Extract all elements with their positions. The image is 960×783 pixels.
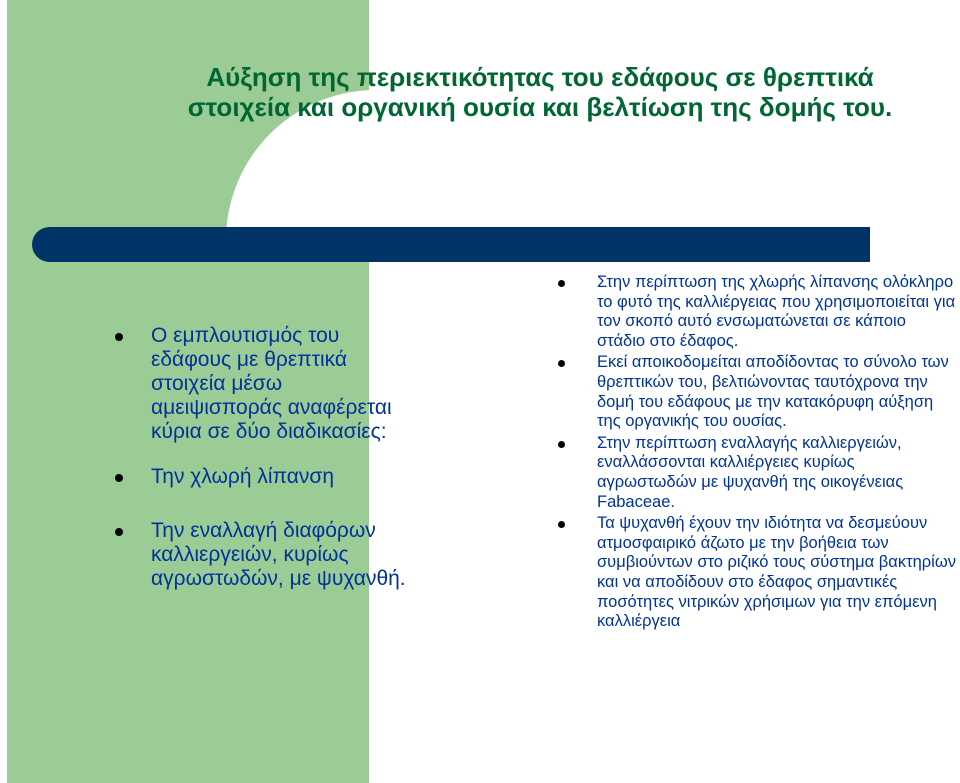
right-bullet-1: Στην περίπτωση της χλωρής λίπανσης ολόκληρο το φυτό της καλλιέργειας που χρησιμοποιείται για τον σκοπό αυτό ενσωματώνεται σε κάποιο στάδιο στο έδαφος. [557, 273, 957, 351]
left-bullet-2: Την χλωρή λίπανση [113, 465, 413, 489]
left-bullet-1: Ο εμπλουτισμός του εδάφους με θρεπτικά στοιχεία μέσω αμειψισποράς αναφέρεται κύρια σε δύο διαδικασίες: [113, 324, 413, 444]
blue-divider-bar [32, 227, 870, 262]
right-bullet-list [557, 273, 957, 634]
title-line-1: Αύξηση της περιεκτικότητας του εδάφους σε θρεπτικά [206, 62, 874, 92]
right-bullet-2: Εκεί αποικοδομείται αποδίδοντας το σύνολο των θρεπτικών του, βελτιώνοντας ταυτόχρονα την δομή του εδάφους με την κατακόρυφη αύξηση της οργανικής του ουσίας. [557, 353, 957, 431]
title-line-2: στοιχεία και οργανική ουσία και βελτίωση της δομής του. [187, 92, 893, 122]
slide-title [140, 62, 940, 122]
right-bullet-4: Τα ψυχανθή έχουν την ιδιότητα να δεσμεύουν ατμοσφαιρικό άζωτο με την βοήθεια των συμβιούντων στο ριζικό τους σύστημα βακτηρίων και να αποδίδουν στο έδαφος σημαντικές ποσότητες νιτρικών χρήσιμων για την επόμενη καλλιέργεια [557, 514, 957, 632]
left-bullet-list [113, 324, 413, 612]
right-bullet-3: Στην περίπτωση εναλλαγής καλλιεργειών, εναλλάσσονται καλλιέργειες κυρίως αγρωστωδών με ψυχανθή της οικογένειας Fabaceae. [557, 434, 957, 512]
left-bullet-3: Την εναλλαγή διαφόρων καλλιεργειών, κυρίως αγρωστωδών, με ψυχανθή. [113, 519, 413, 591]
